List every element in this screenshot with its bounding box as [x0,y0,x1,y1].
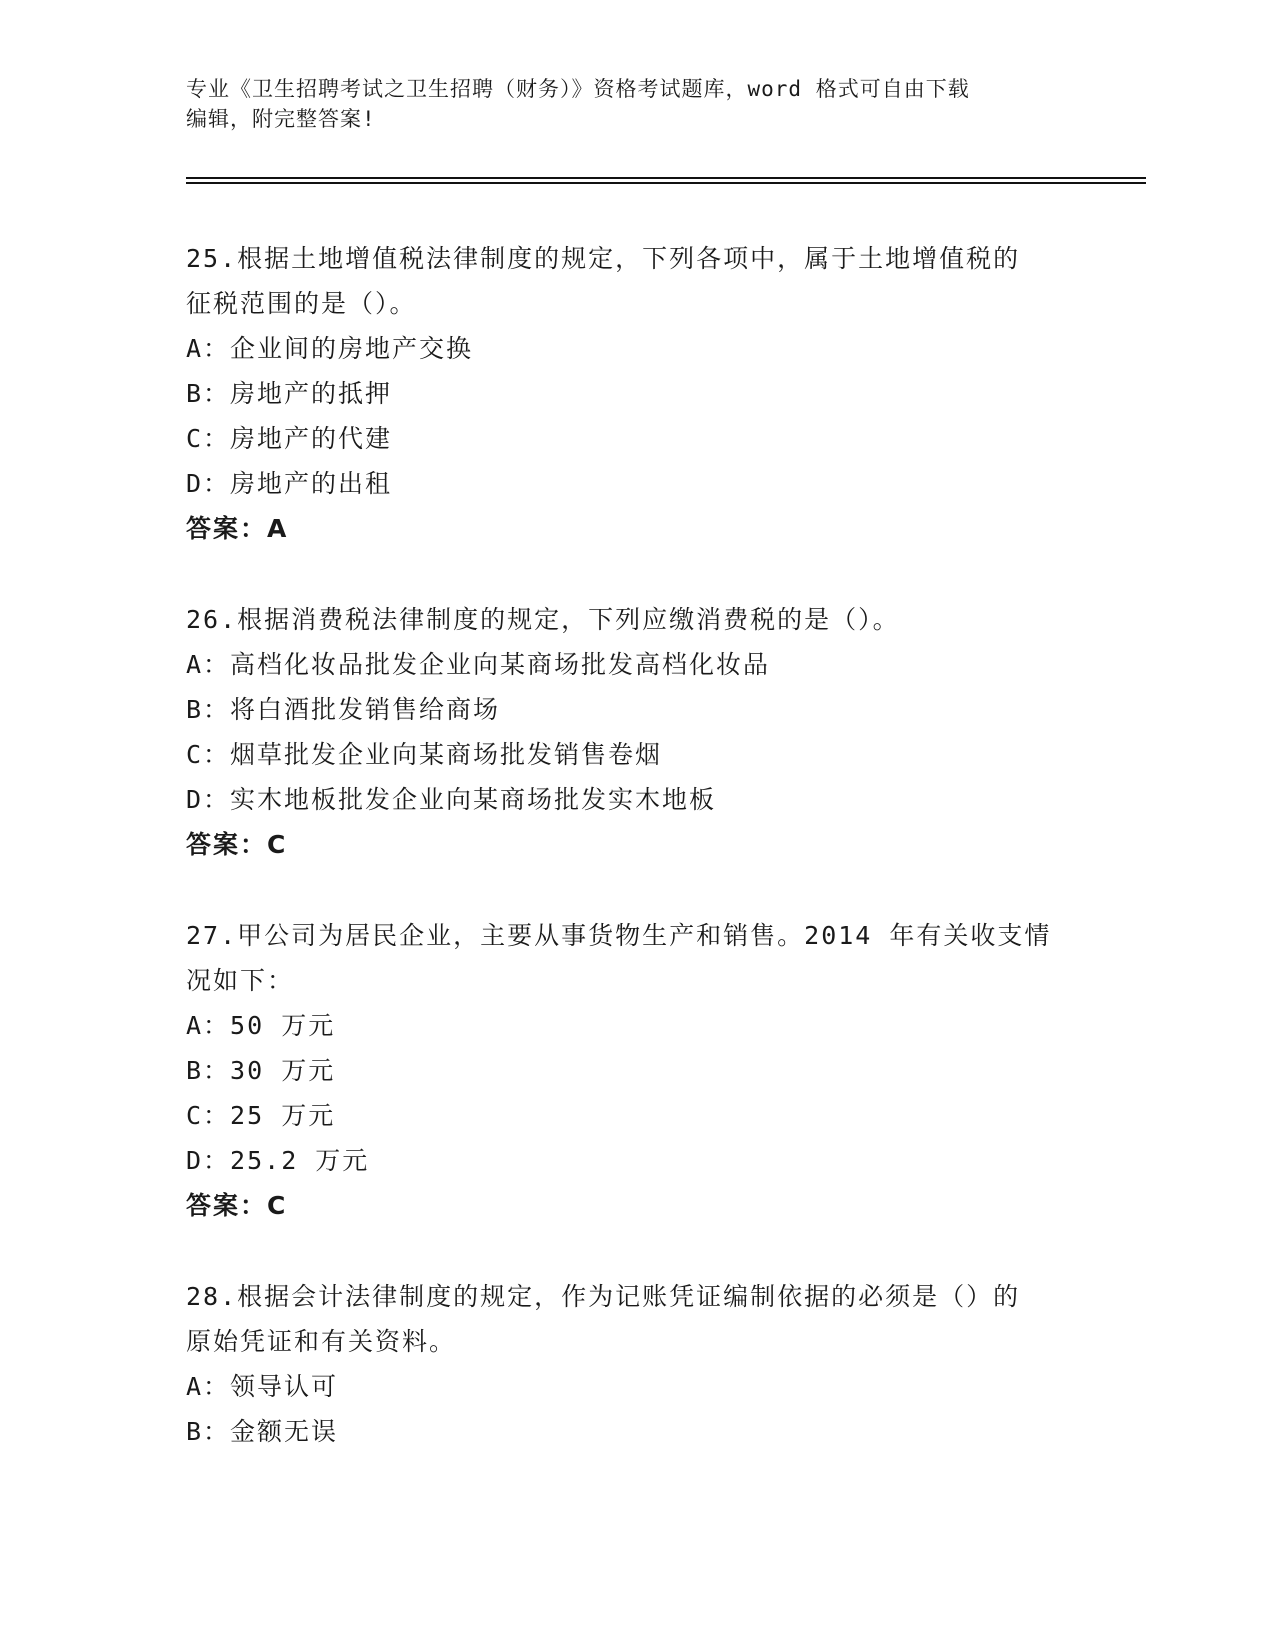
document-header [186,74,1086,134]
option-c: C：烟草批发企业向某商场批发销售卷烟 [186,740,663,769]
answer: 答案：C [186,1191,288,1220]
option-d: D：房地产的出租 [186,469,393,498]
option-b: B：房地产的抵押 [186,379,393,408]
question-stem-line: 况如下： [186,966,295,995]
option-d: D：实木地板批发企业向某商场批发实木地板 [186,785,717,814]
option-c: C：房地产的代建 [186,424,393,453]
question-stem-line: 26.根据消费税法律制度的规定，下列应缴消费税的是（）。 [186,605,900,634]
option-b: B：30 万元 [186,1056,336,1085]
option-a: A：高档化妆品批发企业向某商场批发高档化妆品 [186,650,771,679]
question-stem-line: 原始凭证和有关资料。 [186,1327,457,1356]
question-26 [186,597,1086,867]
header-divider-bottom [186,182,1146,184]
option-a: A：企业间的房地产交换 [186,334,474,363]
option-b: B：金额无误 [186,1417,339,1446]
option-a: A：领导认可 [186,1372,339,1401]
answer: 答案：C [186,830,288,859]
question-stem-line: 征税范围的是（）。 [186,289,417,318]
question-27 [186,913,1086,1228]
header-line-2: 编辑，附完整答案! [186,107,376,131]
option-b: B：将白酒批发销售给商场 [186,695,501,724]
question-stem-line: 28.根据会计法律制度的规定，作为记账凭证编制依据的必须是（）的 [186,1282,1021,1311]
question-25 [186,236,1086,551]
question-list [186,236,1086,1500]
option-c: C：25 万元 [186,1101,336,1130]
question-28 [186,1274,1086,1454]
answer: 答案：A [186,514,289,543]
option-d: D：25.2 万元 [186,1146,370,1175]
header-line-1: 专业《卫生招聘考试之卫生招聘（财务）》资格考试题库，word 格式可自由下载 [186,77,970,101]
option-a: A：50 万元 [186,1011,336,1040]
question-stem-line: 25.根据土地增值税法律制度的规定，下列各项中，属于土地增值税的 [186,244,1021,273]
header-divider-top [186,177,1146,179]
question-stem-line: 27.甲公司为居民企业，主要从事货物生产和销售。2014 年有关收支情 [186,921,1052,950]
